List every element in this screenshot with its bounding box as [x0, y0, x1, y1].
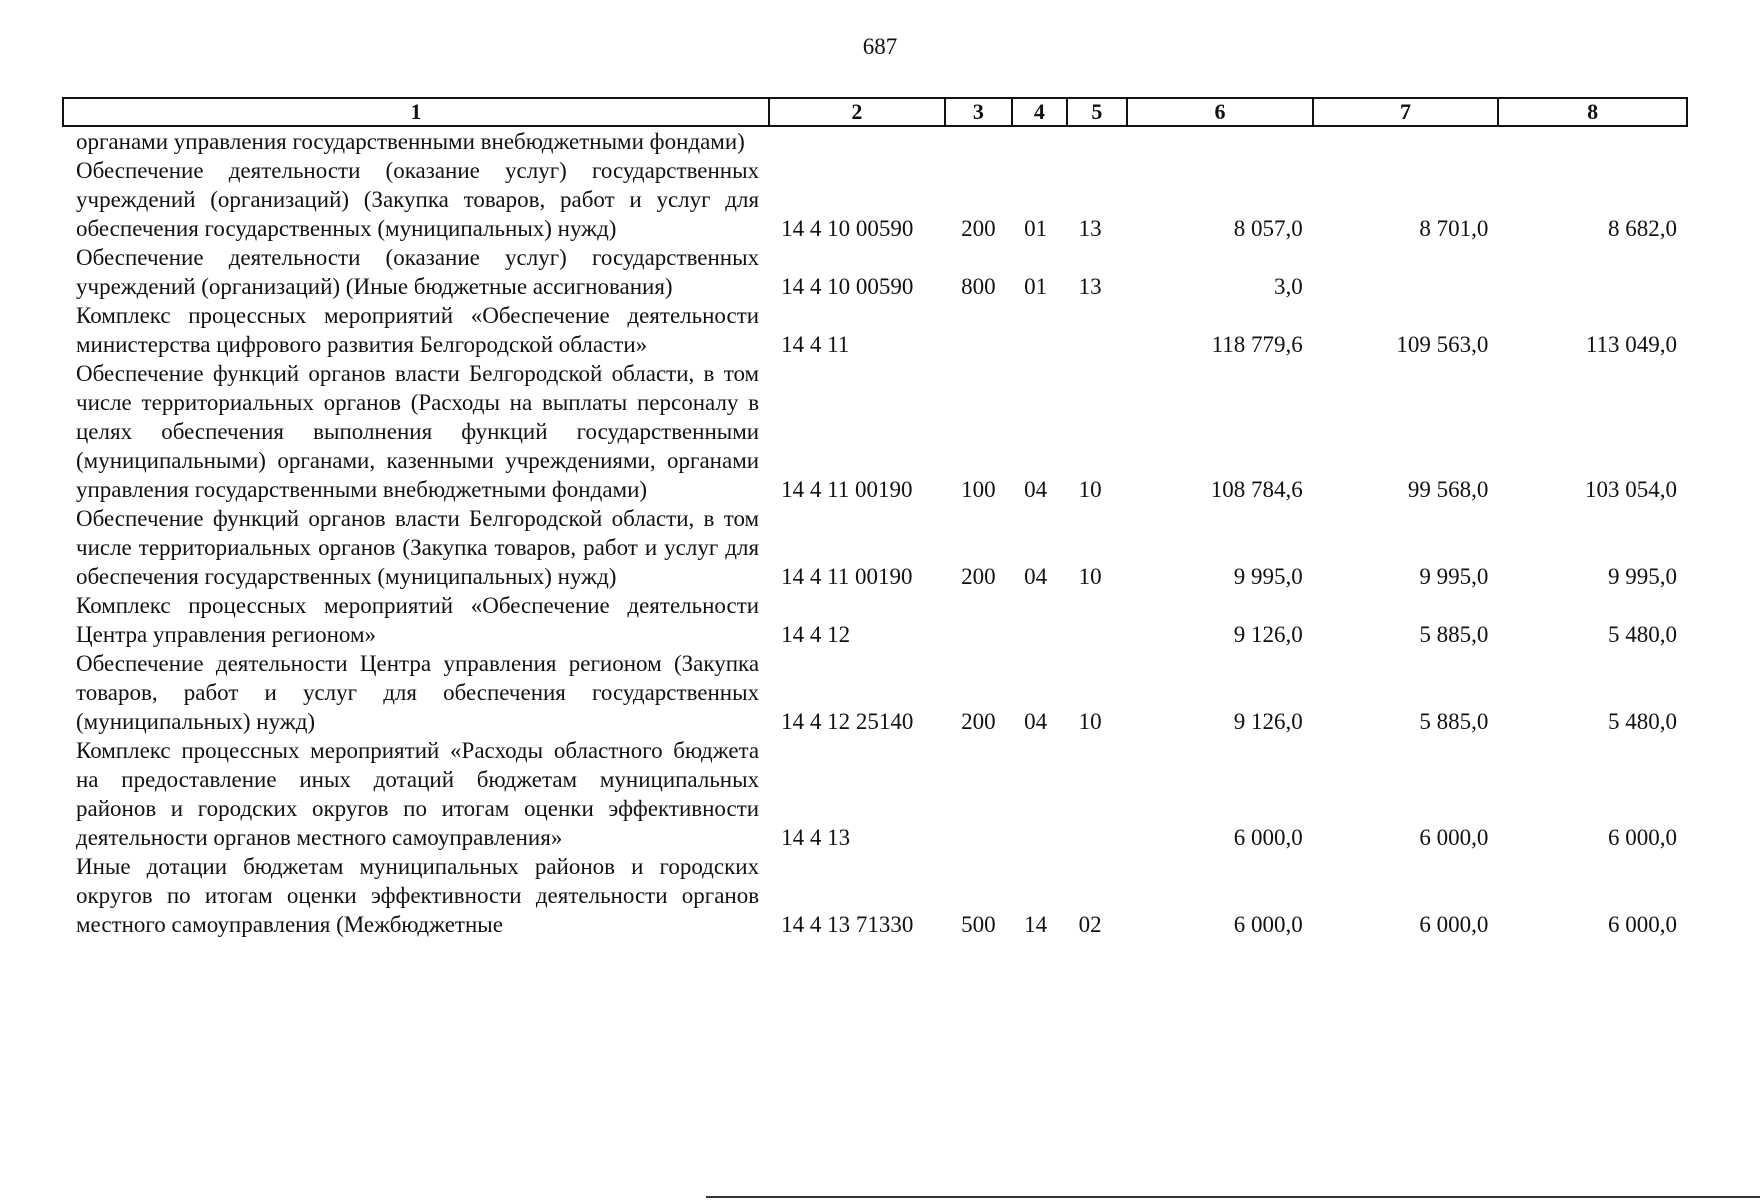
- row-target-code: 14 4 11 00190: [781, 564, 913, 589]
- row-section: [1012, 126, 1066, 156]
- table-row: [63, 359, 1687, 504]
- row-section: [1012, 591, 1066, 649]
- row-expense-type: 200: [961, 564, 996, 589]
- row-amount-col-6: 3,0: [1273, 274, 1303, 299]
- row-target-code: [769, 126, 945, 156]
- row-target-code: 14 4 11 00190: [781, 477, 913, 502]
- row-expense-type: [945, 301, 1013, 359]
- row-expense-type: [945, 126, 1013, 156]
- row-amount-col-7: [1313, 243, 1499, 301]
- row-subsection: 13: [1078, 274, 1102, 299]
- table-row: [63, 301, 1687, 359]
- row-subsection: [1067, 736, 1128, 852]
- row-section: [1012, 736, 1066, 852]
- row-expense-type: 200: [961, 216, 996, 241]
- row-description: Обеспечение функций органов власти Белгородской области, в том числе территориальных органов (Расходы на выплаты персоналу в целях обеспечения выполнения функций государственными (муниципальными) органами, казенными учреждениями, органами управления государственными внебюджетными фондами): [76, 361, 760, 502]
- row-amount-col-7: 8 701,0: [1419, 216, 1489, 241]
- row-subsection: [1067, 301, 1128, 359]
- row-amount-col-6: 108 784,6: [1210, 477, 1303, 502]
- row-description: органами управления государственными внебюджетными фондами): [76, 129, 745, 154]
- row-section: [1012, 301, 1066, 359]
- table-row: [63, 504, 1687, 591]
- row-description: Комплекс процессных мероприятий «Обеспечение деятельности министерства цифрового развития Белгородской области»: [76, 303, 760, 357]
- row-description: Обеспечение деятельности Центра управления регионом (Закупка товаров, работ и услуг для обеспечения государственных (муниципальных) нужд): [76, 651, 760, 734]
- header-col-1: 1: [63, 98, 769, 126]
- header-col-7: 7: [1313, 98, 1499, 126]
- bottom-rule: [706, 1196, 1760, 1198]
- row-section: 04: [1024, 564, 1048, 589]
- row-target-code: 14 4 10 00590: [781, 216, 914, 241]
- row-subsection: 10: [1078, 564, 1102, 589]
- row-description: Иные дотации бюджетам муниципальных районов и городских округов по итогам оценки эффективности деятельности органов местного самоуправления (Межбюджетные: [76, 854, 760, 937]
- table-row: [63, 591, 1687, 649]
- row-amount-col-8: 9 995,0: [1608, 564, 1677, 589]
- row-section: 01: [1024, 216, 1048, 241]
- page-number: 687: [862, 34, 898, 59]
- row-target-code: 14 4 10 00590: [781, 274, 914, 299]
- row-target-code: 14 4 12 25140: [781, 709, 914, 734]
- row-target-code: 14 4 13: [781, 825, 851, 850]
- row-amount-col-7: 5 885,0: [1419, 622, 1489, 647]
- header-col-4: 4: [1012, 98, 1066, 126]
- row-description: Обеспечение деятельности (оказание услуг) государственных учреждений (организаций) (Закупка товаров, работ и услуг для обеспечения государственных (муниципальных) нужд): [76, 158, 760, 241]
- header-col-3: 3: [945, 98, 1013, 126]
- row-target-code: 14 4 13 71330: [781, 912, 914, 937]
- row-amount-col-8: 113 049,0: [1585, 332, 1677, 357]
- row-amount-col-6: 6 000,0: [1233, 825, 1303, 850]
- row-amount-col-7: 109 563,0: [1396, 332, 1489, 357]
- row-amount-col-7: 6 000,0: [1419, 825, 1489, 850]
- header-col-2: 2: [769, 98, 945, 126]
- row-expense-type: [945, 591, 1013, 649]
- budget-table: [62, 97, 1688, 939]
- row-subsection: 10: [1078, 477, 1102, 502]
- row-amount-col-6: 118 779,6: [1211, 332, 1303, 357]
- row-subsection: 10: [1078, 709, 1102, 734]
- row-expense-type: 100: [961, 477, 996, 502]
- row-description: Обеспечение деятельности (оказание услуг) государственных учреждений (организаций) (Иные бюджетные ассигнования): [76, 245, 760, 299]
- row-expense-type: 200: [961, 709, 996, 734]
- row-description: Обеспечение функций органов власти Белгородской области, в том числе территориальных органов (Закупка товаров, работ и услуг для обеспечения государственных (муниципальных) нужд): [76, 506, 760, 589]
- header-col-5: 5: [1067, 98, 1128, 126]
- table-header: [63, 98, 1687, 126]
- row-amount-col-8: [1498, 126, 1687, 156]
- row-amount-col-8: 6 000,0: [1608, 825, 1677, 850]
- row-description: Комплекс процессных мероприятий «Обеспечение деятельности Центра управления регионом»: [76, 593, 760, 647]
- row-amount-col-8: 8 682,0: [1608, 216, 1677, 241]
- header-row: [63, 98, 1687, 126]
- row-amount-col-6: 9 126,0: [1233, 622, 1303, 647]
- row-section: 01: [1024, 274, 1048, 299]
- row-expense-type: 500: [961, 912, 996, 937]
- row-amount-col-6: 6 000,0: [1233, 912, 1303, 937]
- table-row: [63, 852, 1687, 939]
- row-amount-col-8: [1498, 243, 1687, 301]
- row-amount-col-8: 5 480,0: [1608, 709, 1677, 734]
- row-amount-col-6: 8 057,0: [1233, 216, 1303, 241]
- row-amount-col-7: 9 995,0: [1419, 564, 1489, 589]
- row-amount-col-8: 6 000,0: [1608, 912, 1677, 937]
- row-amount-col-7: 5 885,0: [1419, 709, 1489, 734]
- row-section: 04: [1024, 477, 1048, 502]
- row-target-code: 14 4 12: [781, 622, 851, 647]
- row-amount-col-6: [1127, 126, 1313, 156]
- row-amount-col-8: 103 054,0: [1585, 477, 1677, 502]
- table-body: [63, 126, 1687, 939]
- table-row: [63, 243, 1687, 301]
- row-amount-col-6: 9 126,0: [1233, 709, 1303, 734]
- row-amount-col-6: 9 995,0: [1233, 564, 1303, 589]
- row-subsection: 02: [1078, 912, 1102, 937]
- row-amount-col-8: 5 480,0: [1608, 622, 1677, 647]
- header-col-6: 6: [1127, 98, 1313, 126]
- row-section: 14: [1024, 912, 1048, 937]
- row-description: Комплекс процессных мероприятий «Расходы областного бюджета на предоставление иных дотаций бюджетам муниципальных районов и городских округов по итогам оценки эффективности деятельности органов местного самоуправления»: [76, 738, 760, 850]
- row-amount-col-7: 99 568,0: [1407, 477, 1489, 502]
- table-row: [63, 156, 1687, 243]
- row-target-code: 14 4 11: [781, 332, 850, 357]
- table-row: [63, 126, 1687, 156]
- row-subsection: [1067, 591, 1128, 649]
- row-amount-col-7: 6 000,0: [1419, 912, 1489, 937]
- row-subsection: 13: [1078, 216, 1102, 241]
- row-subsection: [1067, 126, 1128, 156]
- row-expense-type: [945, 736, 1013, 852]
- row-amount-col-7: [1313, 126, 1499, 156]
- table-row: [63, 649, 1687, 736]
- table-row: [63, 736, 1687, 852]
- row-section: 04: [1024, 709, 1048, 734]
- row-expense-type: 800: [961, 274, 996, 299]
- header-col-8: 8: [1498, 98, 1687, 126]
